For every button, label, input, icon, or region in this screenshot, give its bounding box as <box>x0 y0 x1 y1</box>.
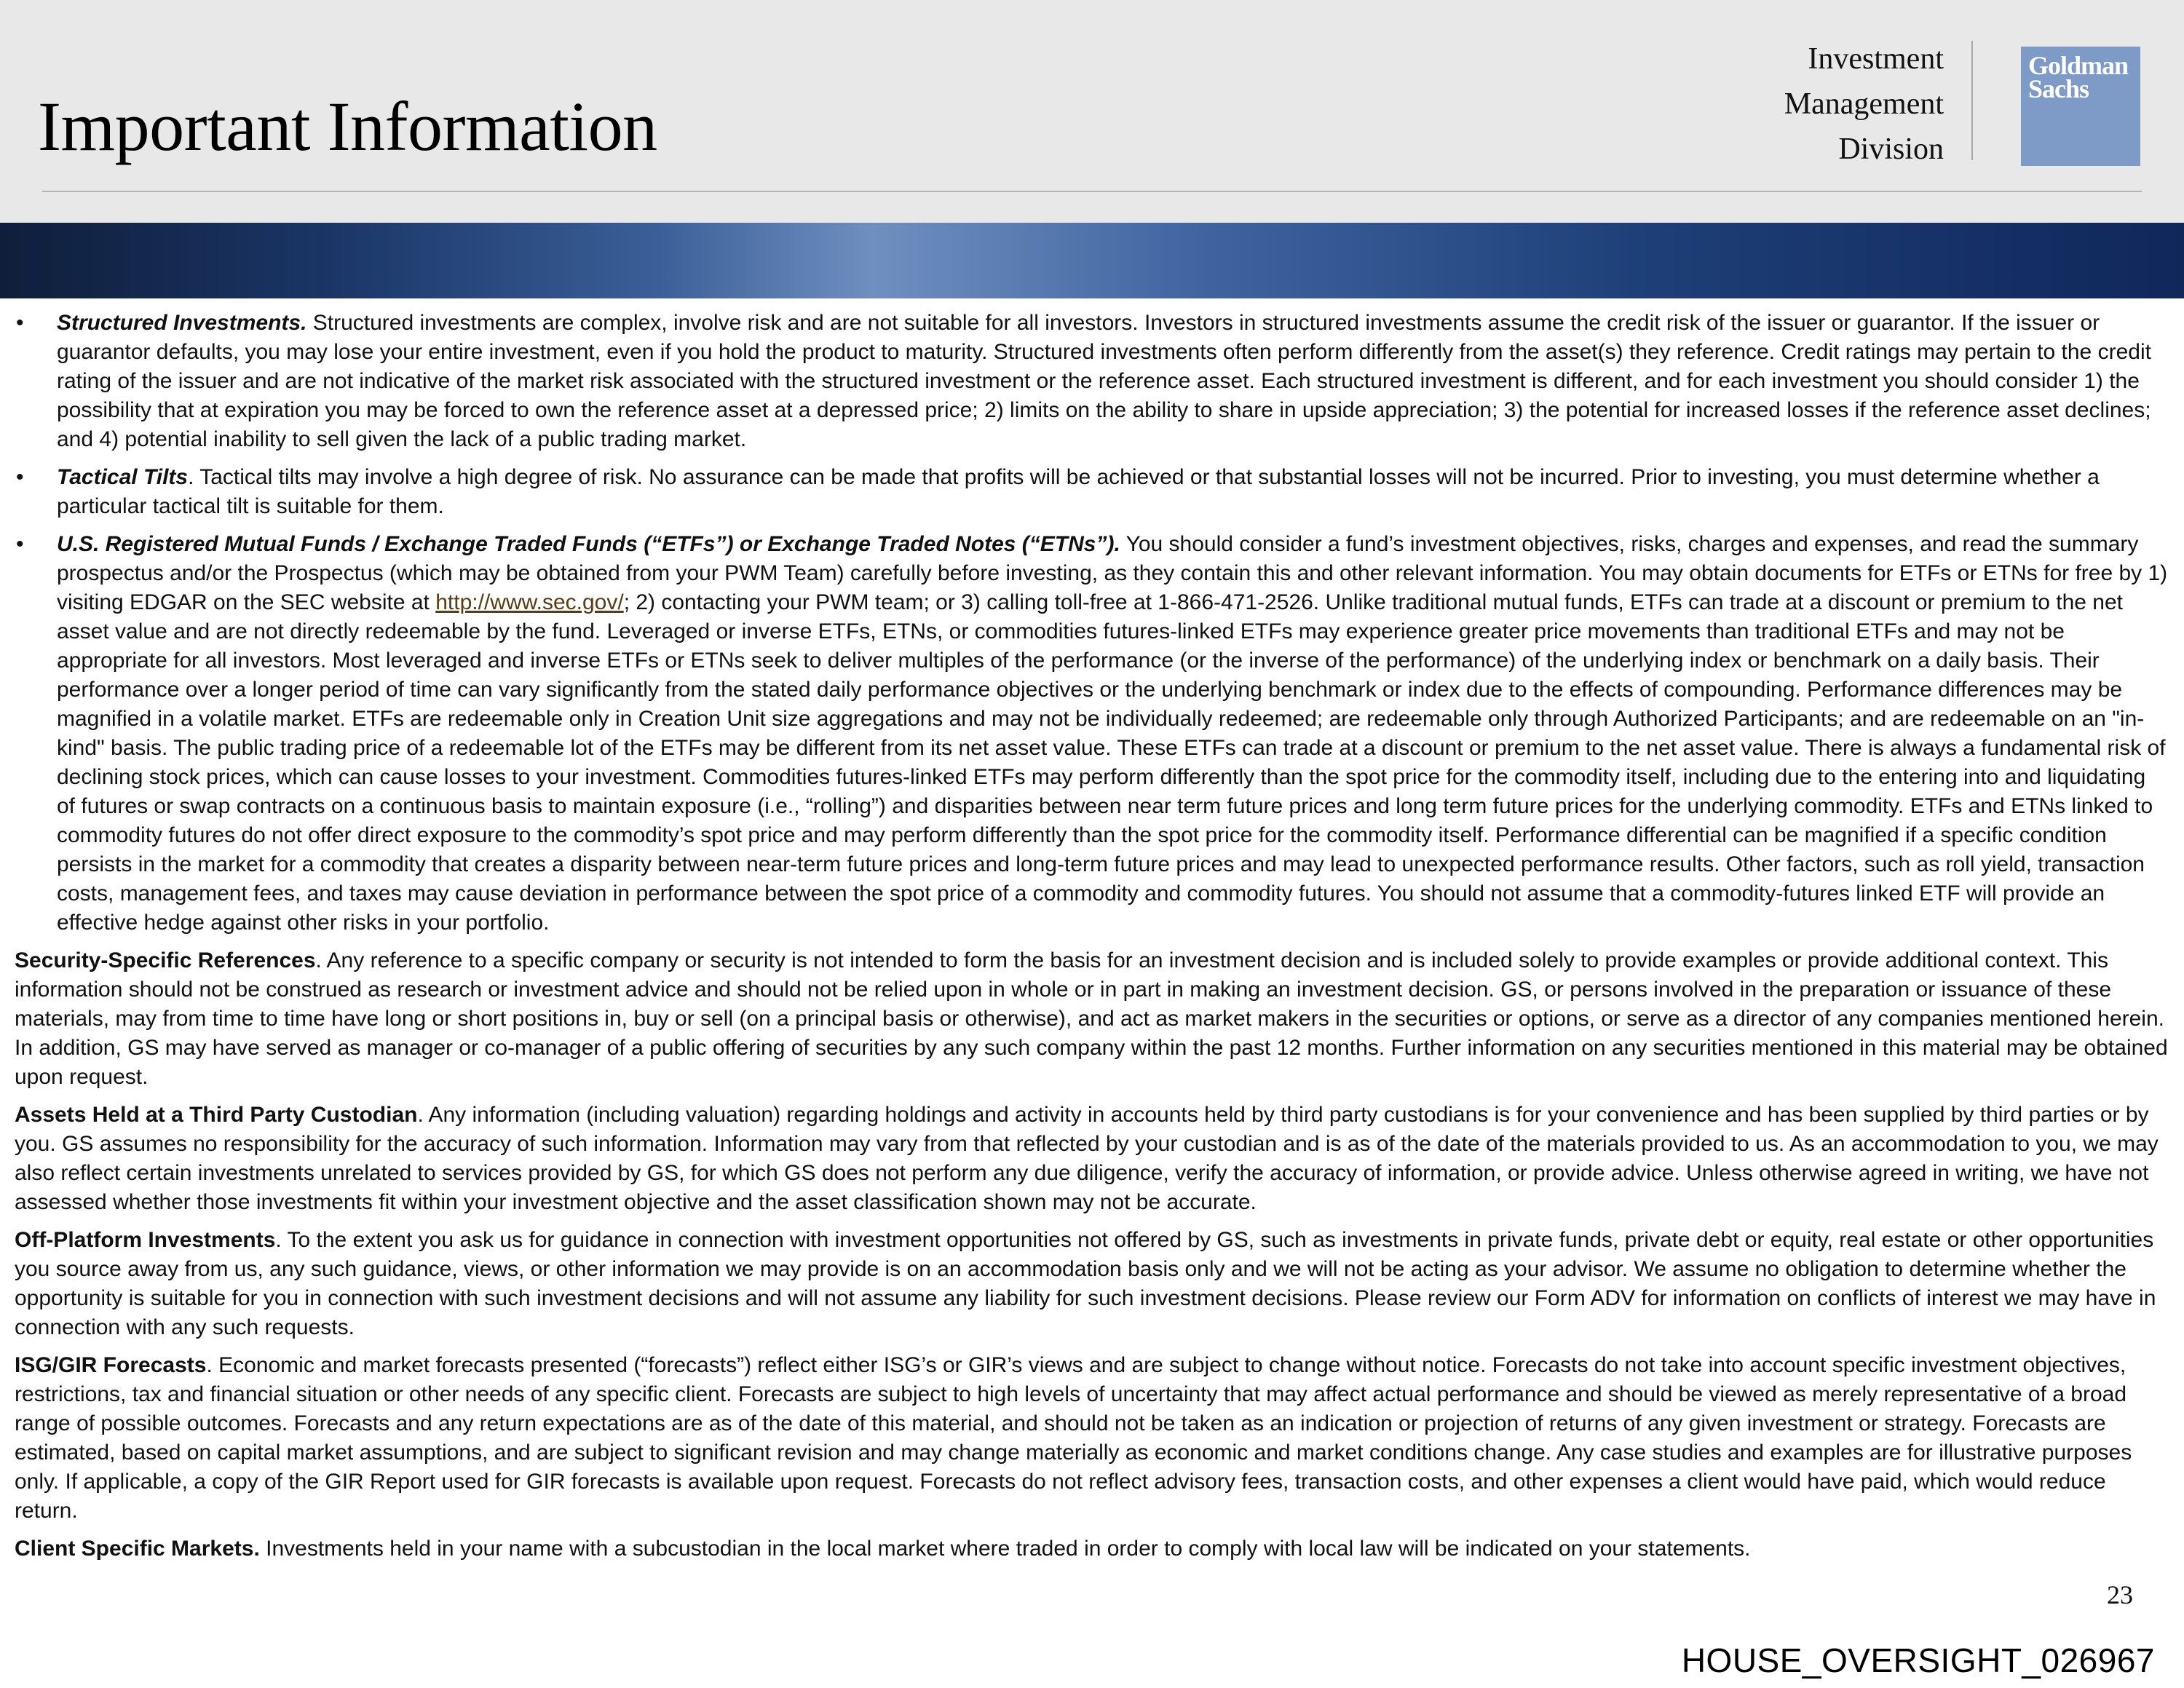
paragraph-text: Investments held in your name with a subcustodian in the local market where traded in order to comply with local law will be indicated on your statements. <box>259 1537 1751 1561</box>
logo-line-1: Goldman <box>2028 51 2129 80</box>
bullet-tactical-tilts <box>15 463 2169 521</box>
bates-number: HOUSE_OVERSIGHT_026967 <box>1681 1641 2155 1679</box>
bullet-text: Structured investments are complex, involve risk and are not suitable for all investors. Investors in structured investments assume the credit risk of the issuer or guarantor. If the issuer or guarantor defaults, you may lose your entire investment, even if you hold the product to maturity. Structured investments often perform differently from the asset(s) they reference. Credit ratings may pertain to the credit rating of the issuer and are not indicative of the market risk associated with the structured investment or the reference asset. Each structured investment is different, and for each investment you should consider 1) the possibility that at expiration you may be forced to own the reference asset at a depressed price; 2) limits on the ability to share in upside appreciation; 3) the potential for increased losses if the reference asset declines; and 4) potential inability to sell given the lack of a public trading market. <box>57 311 2151 451</box>
page-title: Important Information <box>38 87 657 165</box>
bullet-dot: • <box>16 311 24 335</box>
paragraph-text: . Economic and market forecasts presented (“forecasts”) reflect either ISG’s or GIR’s views and are subject to change without notice. Forecasts do not take into account specific investment objectives, restrictions, tax and financial situation or other needs of any specific client. Forecasts are subject to high levels of uncertainty that may affect actual performance and should be viewed as merely representative of a broad range of possible outcomes. Forecasts and any return expectations are as of the date of this material, and should not be taken as an indication or projection of returns of any given investment or strategy. Forecasts are estimated, based on capital market assumptions, and are subject to significant revision and may change materially as economic and market conditions change. Any case studies and examples are for illustrative purposes only. If applicable, a copy of the GIR Report used for GIR forecasts is available upon request. Forecasts do not reflect advisory fees, transaction costs, and other expenses a client would have paid, which would reduce return. <box>15 1353 2132 1523</box>
bullet-structured-investments <box>15 309 2169 454</box>
paragraph-text: . Any information (including valuation) regarding holdings and activity in accounts held by third party custodians is for your convenience and has been supplied by third parties or by you. GS assumes no responsibility for the accuracy of such information. Information may vary from that reflected by your custodian and is as of the date of the materials provided to us. As an accommodation to you, we may also reflect certain investments unrelated to services provided by GS, for which GS does not perform any due diligence, verify the accuracy of information, or provide advice. Unless otherwise agreed in writing, we have not assessed whether those investments fit within your investment objective and the asset classification shown may not be accurate. <box>15 1103 2159 1214</box>
paragraph-text: . To the extent you ask us for guidance in connection with investment opportunities not offered by GS, such as investments in private funds, private debt or equity, real estate or other opportunities you source away from us, any such guidance, views, or other information we may provide is on an accommodation basis only and we will not be acting as your advisor. We assume no obligation to determine whether the opportunity is suitable for you in connection with such investment decisions and will not assume any liability for such investment decisions. Please review our Form ADV for information on conflicts of interest we may have in connection with any such requests. <box>15 1228 2156 1339</box>
bullet-dot: • <box>16 465 24 489</box>
page-number: 23 <box>2107 1580 2133 1609</box>
paragraph-heading: Security-Specific References <box>15 948 316 972</box>
division-line-1: Investment <box>1808 42 1944 76</box>
paragraph-text: . Any reference to a specific company or security is not intended to form the basis for an investment decision and is included solely to provide examples or provide additional context. This information should not be construed as research or investment advice and should not be relied upon in whole or in part in making an investment decision. GS, or persons involved in the preparation or issuance of these materials, may from time to time have long or short positions in, buy or sell (on a principal basis or otherwise), and act as market makers in the securities or options, or serve as a director of any companies mentioned herein. In addition, GS may have served as manager or co-manager of a public offering of securities by any such company within the past 12 months. Further information on any securities mentioned in this material may be obtained upon request. <box>15 948 2168 1089</box>
paragraph-heading: Assets Held at a Third Party Custodian <box>15 1103 418 1127</box>
paragraph-security-specific-references <box>15 946 2169 1092</box>
bullet-text: . Tactical tilts may involve a high degree of risk. No assurance can be made that profits will be achieved or that substantial losses will not be incurred. Prior to investing, you must determine whether a particular tactical tilt is suitable for them. <box>57 465 2100 518</box>
decorative-gradient-band <box>0 223 2184 298</box>
bullet-text-before-link: You should consider a fund’s investment objectives, risks, charges and expenses, and read the summary prospectus and/or the Prospectus (which may be obtained from your PWM Team) carefully before investing, as they contain this and other relevant information. You may obtain documents for ETFs or ETNs for free by 1) visiting EDGAR on the SEC website at <box>57 532 2168 614</box>
division-line-2: Management <box>1784 87 1944 121</box>
paragraph-third-party-custodian <box>15 1101 2169 1217</box>
bullet-dot: • <box>16 532 24 556</box>
bullet-heading: Tactical Tilts <box>57 465 189 489</box>
disclosure-body <box>15 309 2169 1572</box>
header-divider <box>1971 41 1973 160</box>
paragraph-client-specific-markets <box>15 1534 2169 1564</box>
bullet-heading: U.S. Registered Mutual Funds / Exchange Traded Funds (“ETFs”) or Exchange Traded Notes (“ETNs”). <box>57 532 1120 556</box>
paragraph-off-platform-investments <box>15 1226 2169 1342</box>
bullet-mutual-funds-etfs <box>15 530 2169 938</box>
division-label <box>1784 36 1944 172</box>
goldman-sachs-logo <box>2021 47 2140 166</box>
header-rule <box>42 191 2142 192</box>
paragraph-heading: ISG/GIR Forecasts <box>15 1353 207 1377</box>
bullet-text-after-link: ; 2) contacting your PWM team; or 3) calling toll-free at 1-866-471-2526. Unlike traditional mutual funds, ETFs can trade at a discount or premium to the net asset value and are not directly redeemable by the fund. Leveraged or inverse ETFs, ETNs, or commodities futures-linked ETFs may experience greater price movements than traditional ETFs and may not be appropriate for all investors. Most leveraged and inverse ETFs or ETNs seek to deliver multiples of the performance (or the inverse of the performance) of the underlying index or benchmark on a daily basis. Their performance over a longer period of time can vary significantly from the stated daily performance objectives or the underlying benchmark or index due to the effects of compounding. Performance differences may be magnified in a volatile market. ETFs are redeemable only in Creation Unit size aggregations and may not be individually redeemed; are redeemable only through Authorized Participants; and are redeemable on an "in-kind" basis. The public trading price of a redeemable lot of the ETFs may be different from its net asset value. These ETFs can trade at a discount or premium to the net asset value. There is always a fundamental risk of declining stock prices, which can cause losses to your investment. Commodities futures-linked ETFs may perform differently than the spot price for the commodity itself, including due to the entering into and liquidating of futures or swap contracts on a continuous basis to maintain exposure (i.e., “rolling”) and disparities between near term future prices and long term future prices for the underlying commodity. ETFs and ETNs linked to commodity futures do not offer direct exposure to the commodity’s spot price and may perform differently than the spot price for the commodity itself. Performance differential can be magnified if a specific condition persists in the market for a commodity that creates a disparity between near-term future prices and long-term future prices and may lead to unexpected performance results. Other factors, such as roll yield, transaction costs, management fees, and taxes may cause deviation in performance between the spot price of a commodity and commodity futures. You should not assume that a commodity-futures linked ETF will provide an effective hedge against other risks in your portfolio. <box>57 590 2166 935</box>
header-bar <box>0 0 2184 223</box>
logo-line-2: Sachs <box>2028 74 2089 103</box>
division-line-3: Division <box>1838 132 1944 166</box>
sec-website-link[interactable]: http://www.sec.gov/ <box>435 590 624 614</box>
paragraph-heading: Off-Platform Investments <box>15 1228 276 1252</box>
paragraph-isg-gir-forecasts <box>15 1351 2169 1526</box>
paragraph-heading: Client Specific Markets. <box>15 1537 260 1561</box>
bullet-heading: Structured Investments. <box>57 311 307 335</box>
